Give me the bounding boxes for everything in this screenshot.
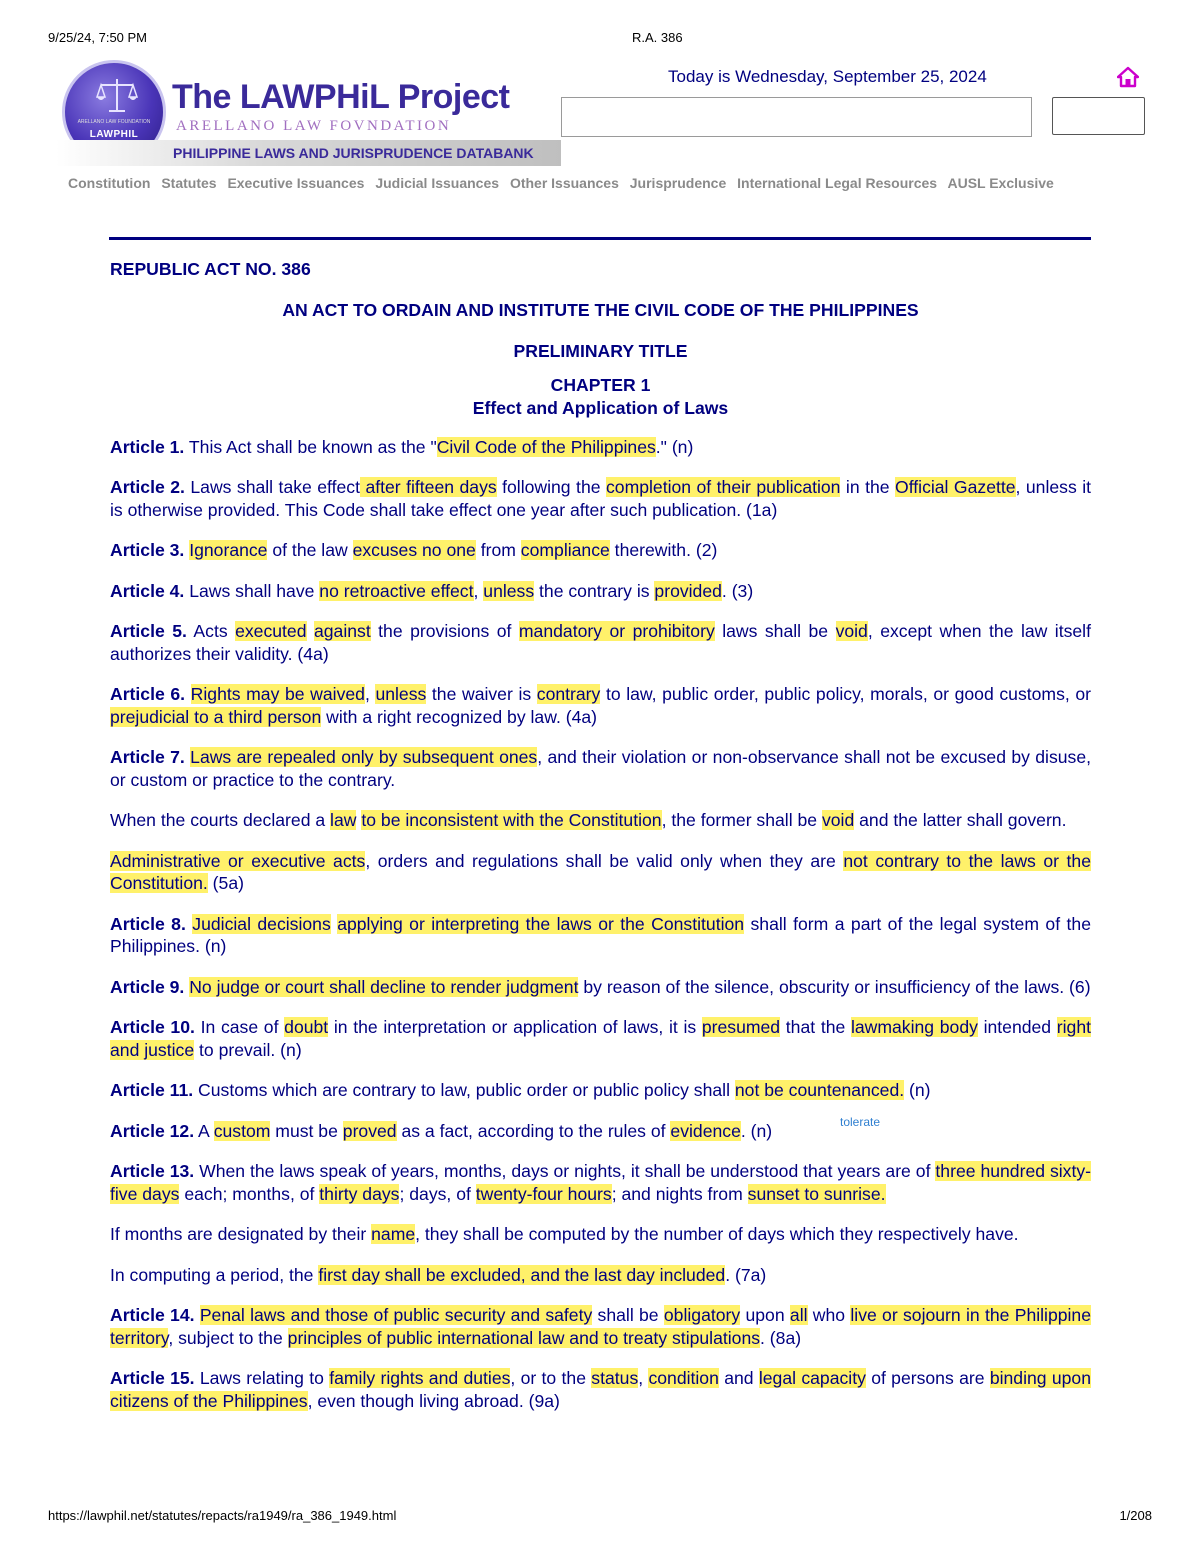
article-text: This Act shall be known as the "	[188, 436, 437, 457]
highlighted-text: first day shall be excluded, and the last day included	[318, 1264, 726, 1285]
article-text: ." (n)	[655, 436, 694, 457]
highlighted-text: contrary	[536, 684, 601, 704]
highlighted-text: Judicial decisions	[192, 913, 331, 934]
article-text: shall be	[592, 1305, 664, 1325]
article-label: Article 15.	[110, 1368, 195, 1388]
article-text: Laws shall have	[189, 580, 320, 601]
article-text: from	[475, 540, 521, 560]
article-label: Article 7.	[110, 747, 185, 767]
highlighted-text: live or sojourn in the Philippine territory	[110, 1305, 1092, 1348]
highlighted-text: sunset to sunrise.	[747, 1183, 886, 1204]
article-paragraph	[110, 976, 1091, 999]
article-text: and the latter shall govern.	[854, 810, 1067, 830]
article-text: of the law	[267, 540, 353, 560]
highlighted-text: void	[835, 621, 868, 641]
highlighted-text: to be inconsistent with the Constitution	[361, 810, 662, 830]
article-text: . (7a)	[725, 1264, 767, 1285]
today-date: Today is Wednesday, September 25, 2024	[668, 67, 987, 86]
highlighted-text: Official Gazette	[895, 477, 1016, 497]
highlighted-text: Laws are repealed only by subsequent ones	[190, 747, 538, 767]
highlighted-text: proved	[342, 1120, 397, 1141]
article-text: by reason of the silence, obscurity or insufficiency of the laws. (6)	[578, 976, 1091, 997]
article-text: to law, public order, public policy, morals, or good customs, or	[600, 684, 1092, 704]
highlighted-text: lawmaking body	[850, 1017, 978, 1037]
article-text: Customs which are contrary to law, public order or public policy shall	[198, 1080, 735, 1100]
article-text: the provisions of	[370, 621, 519, 641]
article-text: . (3)	[721, 580, 754, 601]
article-label: Article 14.	[110, 1305, 195, 1325]
highlighted-text: doubt	[284, 1017, 329, 1037]
highlighted-text: compliance	[520, 540, 610, 560]
article-text: , or to the	[510, 1368, 592, 1388]
highlighted-text: status	[591, 1368, 639, 1388]
highlighted-text: principles of public international law and to treaty stipulations	[287, 1327, 761, 1348]
article-text: . (8a)	[760, 1327, 802, 1348]
document-body	[110, 258, 1091, 1430]
article-text: and	[718, 1368, 759, 1388]
seal-text: LAWPHIL	[89, 129, 139, 140]
article-paragraph	[110, 580, 1091, 603]
brand-title: The LAWPHiL Project	[172, 78, 510, 116]
highlighted-text: completion of their publication	[605, 477, 841, 497]
highlighted-text: applying or interpreting the laws or the Constitution	[337, 913, 745, 934]
home-icon[interactable]	[1117, 66, 1139, 88]
article-label: Article 4.	[110, 580, 185, 601]
article-label: Article 6.	[110, 684, 186, 704]
article-label: Article 1.	[110, 436, 185, 457]
article-text: intended	[977, 1017, 1057, 1037]
highlighted-text: Penal laws and those of public security and safety	[199, 1305, 593, 1325]
article-text: When the courts declared a	[110, 810, 331, 830]
highlighted-text: against	[313, 621, 371, 641]
brand-bar-text: PHILIPPINE LAWS AND JURISPRUDENCE DATABANK	[173, 145, 534, 161]
highlighted-text: family rights and duties	[329, 1368, 511, 1388]
highlighted-text: unless	[483, 580, 535, 601]
article-text: therewith. (2)	[609, 540, 718, 560]
article-text: If months are designated by their	[110, 1224, 372, 1244]
highlighted-text: executed	[235, 621, 307, 641]
article-text: Acts	[193, 621, 236, 641]
article-text: of persons are	[865, 1368, 990, 1388]
site-logo[interactable]	[56, 60, 561, 168]
nav-other-issuances[interactable]: Other Issuances	[509, 175, 619, 191]
article-label: Article 13.	[110, 1161, 195, 1181]
article-text: (n)	[904, 1080, 931, 1100]
highlighted-text: void	[821, 810, 855, 830]
article-paragraph	[110, 1016, 1091, 1061]
highlighted-text: obligatory	[663, 1305, 741, 1325]
highlighted-text: not contrary to the laws or the Constitution.	[110, 850, 1091, 893]
article-text: ; days, of	[399, 1183, 476, 1204]
highlighted-text: Rights may be waived	[190, 684, 365, 704]
highlighted-text: Administrative or executive acts	[110, 850, 366, 871]
article-text: ,	[473, 580, 484, 601]
article-paragraph	[110, 1304, 1091, 1349]
article-text: who	[807, 1305, 851, 1325]
highlighted-text: all	[789, 1305, 808, 1325]
article-text: in the	[840, 477, 896, 497]
print-datetime: 9/25/24, 7:50 PM	[48, 30, 148, 45]
highlighted-text: Ignorance	[189, 540, 268, 560]
article-text	[307, 621, 314, 641]
article-text: as a fact, according to the rules of	[396, 1120, 671, 1141]
highlighted-text: excuses no one	[352, 540, 476, 560]
brand-bar	[56, 140, 561, 166]
scales-of-justice-icon	[95, 77, 139, 115]
highlighted-text: unless	[375, 684, 427, 704]
margin-note: tolerate	[840, 1115, 881, 1129]
article-paragraph	[110, 476, 1091, 521]
nav-ausl-exclusive[interactable]: AUSL Exclusive	[947, 175, 1054, 191]
article-label: Article 8.	[110, 913, 186, 934]
article-paragraph	[110, 746, 1091, 791]
article-text: in the interpretation or application of laws, it is	[328, 1017, 702, 1037]
article-text: . (n)	[740, 1120, 773, 1141]
article-label: Article 12.	[110, 1120, 195, 1141]
highlighted-text: provided	[654, 580, 722, 601]
highlighted-text: right and justice	[110, 1017, 1092, 1060]
article-paragraph	[110, 1120, 1091, 1143]
nav-statutes[interactable]: Statutes	[161, 175, 217, 191]
search-input[interactable]	[561, 97, 1032, 137]
article-label: Article 10.	[110, 1017, 195, 1037]
highlighted-text: twenty-four hours	[475, 1183, 612, 1204]
nav-international-legal-resources[interactable]: International Legal Resources	[737, 175, 938, 191]
article-text: In case of	[200, 1017, 285, 1037]
highlighted-text: legal capacity	[758, 1368, 866, 1388]
chapter-heading: CHAPTER 1	[550, 375, 651, 395]
highlighted-text: No judge or court shall decline to render judgment	[189, 976, 579, 997]
print-doc-title: R.A. 386	[632, 30, 683, 45]
article-text: each; months, of	[179, 1183, 320, 1204]
article-text: , the former shall be	[661, 810, 822, 830]
article-text: with a right recognized by law. (4a)	[321, 706, 598, 727]
article-paragraph	[110, 620, 1091, 665]
highlighted-text: prejudicial to a third person	[110, 706, 322, 727]
article-text: , unless it is otherwise provided. This Code shall take effect one year after such publication. (1a)	[110, 477, 1092, 520]
article-text: A	[198, 1120, 214, 1141]
highlighted-text: law	[330, 810, 357, 830]
article-text: upon	[740, 1305, 790, 1325]
print-page-number: 1/208	[1119, 1508, 1152, 1523]
article-text: (5a)	[207, 873, 244, 893]
article-text: must be	[270, 1120, 343, 1141]
article-text: ,	[364, 684, 376, 704]
brand-subtitle: ARELLANO LAW FOVNDATION	[176, 118, 452, 134]
article-paragraph	[110, 539, 1091, 562]
highlighted-text: name	[371, 1224, 416, 1244]
article-text: that the	[780, 1017, 851, 1037]
highlighted-text: presumed	[701, 1017, 781, 1037]
highlighted-text: binding upon citizens of the Philippines	[110, 1368, 1091, 1411]
article-paragraph	[110, 1223, 1091, 1246]
article-text: In computing a period, the	[110, 1264, 319, 1285]
articles-list	[110, 436, 1091, 1413]
article-text: Laws shall take effect	[190, 477, 360, 497]
main-nav	[68, 175, 1061, 191]
article-text: , subject to the	[168, 1327, 288, 1348]
article-text: When the laws speak of years, months, days or nights, it shall be understood that years are of	[199, 1161, 936, 1181]
highlighted-text: no retroactive effect	[319, 580, 474, 601]
article-text: , they shall be computed by the number of days which they respectively have.	[415, 1224, 1019, 1244]
highlighted-text: after fifteen days	[359, 477, 497, 497]
article-text: , except when the law itself authorizes their validity. (4a)	[110, 621, 1091, 664]
nav-jurisprudence[interactable]: Jurisprudence	[629, 175, 727, 191]
article-text: Laws relating to	[199, 1368, 330, 1388]
article-paragraph	[110, 1367, 1091, 1412]
article-paragraph	[110, 1160, 1091, 1205]
nav-constitution[interactable]: Constitution	[68, 175, 151, 191]
article-text: the contrary is	[534, 580, 655, 601]
chapter-title: Effect and Application of Laws	[472, 397, 729, 418]
article-text: , and their violation or non-observance shall not be excused by disuse, or custom or practice to the contrary.	[110, 747, 1092, 790]
nav-judicial-issuances[interactable]: Judicial Issuances	[375, 175, 500, 191]
article-text: ; and nights from	[611, 1183, 748, 1204]
article-text: to prevail. (n)	[194, 1039, 302, 1060]
article-text: ,	[638, 1368, 649, 1388]
article-text: following the	[496, 477, 606, 497]
article-label: Article 2.	[110, 477, 185, 497]
highlighted-text: condition	[648, 1368, 719, 1388]
print-url: https://lawphil.net/statutes/repacts/ra1949/ra_386_1949.html	[48, 1508, 397, 1523]
highlighted-text: evidence	[670, 1120, 741, 1141]
article-paragraph	[110, 1264, 1091, 1287]
highlighted-text: not be countenanced.	[734, 1080, 905, 1100]
article-text: shall form a part of the legal system of the Philippines. (n)	[110, 913, 1091, 956]
highlighted-text: three hundred sixty-five days	[110, 1161, 1091, 1204]
divider	[109, 237, 1091, 240]
nav-executive-issuances[interactable]: Executive Issuances	[227, 175, 365, 191]
article-paragraph	[110, 436, 1091, 459]
article-paragraph	[110, 683, 1091, 728]
article-paragraph	[110, 809, 1091, 832]
act-title: AN ACT TO ORDAIN AND INSTITUTE THE CIVIL CODE OF THE PHILIPPINES	[282, 300, 919, 320]
article-paragraph	[110, 913, 1091, 958]
highlighted-text: mandatory or prohibitory	[518, 621, 715, 641]
search-button[interactable]	[1052, 97, 1145, 135]
article-text: the waiver is	[426, 684, 537, 704]
article-text: , even though living abroad. (9a)	[307, 1390, 560, 1411]
highlighted-text: thirty days	[319, 1183, 400, 1204]
article-text: laws shall be	[714, 621, 836, 641]
article-label: Article 11.	[110, 1080, 194, 1100]
article-text: , orders and regulations shall be valid only when they are	[365, 850, 844, 871]
highlighted-text: custom	[213, 1120, 271, 1141]
article-label: Article 3.	[110, 540, 185, 560]
article-label: Article 5.	[110, 621, 187, 641]
seal-top-text: ARELLANO LAW FOUNDATION	[77, 119, 151, 125]
article-paragraph	[110, 850, 1091, 895]
article-paragraph	[110, 1079, 1091, 1102]
article-label: Article 9.	[110, 976, 185, 997]
act-number: REPUBLIC ACT NO. 386	[110, 259, 311, 279]
preliminary-title: PRELIMINARY TITLE	[513, 341, 688, 361]
highlighted-text: Civil Code of the Philippines	[436, 436, 656, 457]
